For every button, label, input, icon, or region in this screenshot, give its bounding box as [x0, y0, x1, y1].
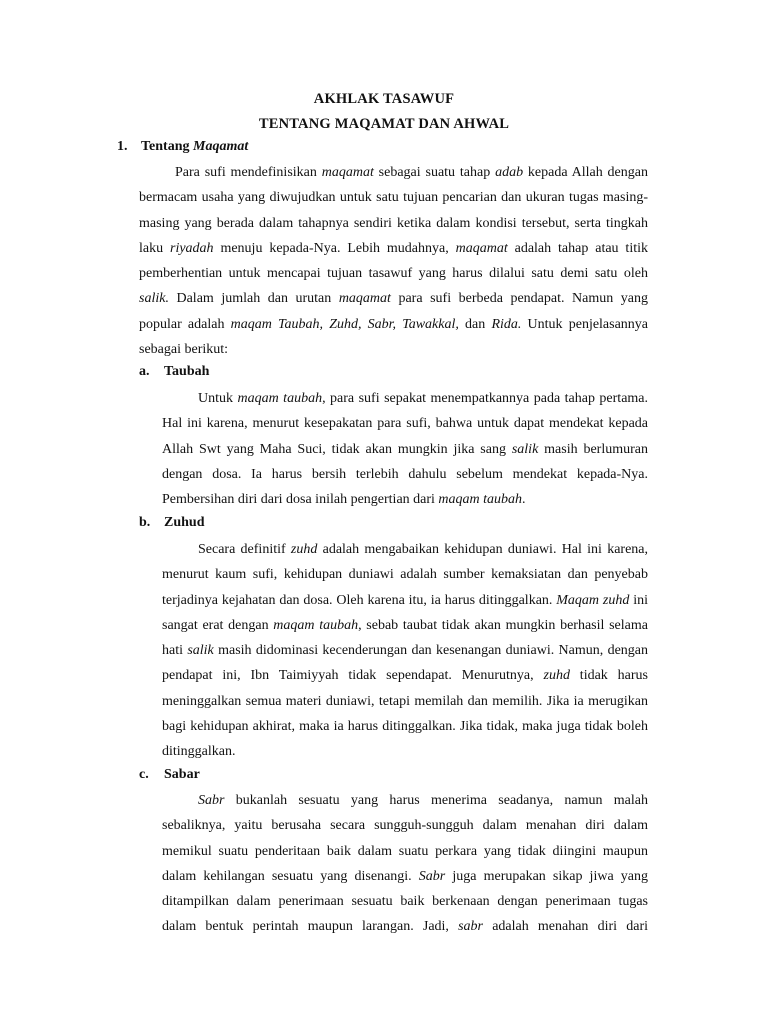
document-title: AKHLAK TASAWUF: [313, 91, 455, 107]
italic-term: maqamat: [321, 165, 374, 180]
italic-term: maqam taubah: [438, 492, 523, 508]
italic-term: maqamat: [338, 291, 391, 307]
document-subtitle: TENTANG MAQAMAT DAN AHWAL: [258, 116, 510, 132]
text-run: Para sufi mendefinisikan: [175, 165, 322, 180]
subsection-c-heading: [139, 765, 200, 785]
subsection-a-paragraph: [162, 386, 648, 512]
subsection-b-paragraph: [162, 537, 648, 765]
text-run: para sufi berbeda pendapat. Namun yang popular adalah: [139, 291, 648, 332]
text-run: masih didominasi kecenderungan dan kesenangan duniawi. Namun, dengan pendapat ini, Ibn Taimiyyah tidak sependapat. Menurutnya,: [162, 643, 649, 684]
text-run: adalah mengabaikan kehidupan duniawi. Hal ini karena, menurut kaum sufi, kehidupan duniawi adalah sumber kemaksiatan dan penyebab terjadinya kejahatan dan dosa. Oleh karena itu, ia harus ditinggalkan.: [162, 542, 648, 608]
italic-term: maqam Taubah, Zuhd, Sabr, Tawakkal,: [230, 316, 459, 332]
subsection-c-paragraph: [162, 788, 648, 940]
section-heading-term: Maqamat: [193, 139, 249, 154]
italic-term: salik: [187, 643, 214, 659]
text-run: menuju kepada-Nya. Lebih mudahnya,: [213, 240, 456, 256]
text-run: , para sufi sepakat menempatkannya pada tahap pertama. Hal ini karena, menurut kesepakatan para sufi, bahwa untuk dapat mendekat kepada Allah Swt yang Maha Suci, tidak akan mungkin jika sang: [162, 391, 649, 457]
text-run: Untuk: [198, 391, 238, 406]
italic-term: zuhd: [543, 668, 570, 684]
italic-term: Maqam zuhd: [556, 592, 630, 608]
text-run: masih berlumuran dengan dosa. Ia harus bersih terlebih dahulu sebelum mendekat kepada-Nya. Pembersihan diri dari dosa inilah pengertian dari: [162, 441, 648, 508]
subsection-title: Sabar: [164, 767, 200, 782]
text-run: tidak harus meninggalkan semua materi duniawi, tetapi memilah dan memilih. Jika ia merugikan bagi kehidupan akhirat, maka ia harus ditinggalkan. Jika tidak, maka juga tidak boleh ditinggalkan.: [162, 668, 648, 760]
text-run: sebagai suatu tahap: [373, 165, 496, 180]
text-run: dan: [458, 316, 492, 332]
text-run: kepada Allah dengan bermacam usaha yang diwujudkan untuk satu tujuan pencarian dan ukuran tugas masing-masing yang berada dalam tahapnya sendiri ketika dalam kondisi tersebut, serta tingkah laku: [139, 165, 648, 256]
title-block: [0, 87, 768, 137]
italic-term: adab: [495, 165, 524, 180]
subsection-letter: a.: [139, 364, 150, 379]
text-run: ini sangat erat dengan: [162, 592, 648, 633]
subsection-title: Zuhud: [164, 515, 205, 530]
italic-term: Rida.: [491, 316, 522, 332]
italic-term: salik: [511, 441, 539, 457]
italic-term: salik.: [139, 291, 169, 307]
section-1-paragraph: [139, 160, 648, 362]
italic-term: Sabr: [418, 868, 446, 884]
italic-term: Sabr: [198, 793, 225, 808]
text-run: .: [522, 492, 526, 508]
section-1-heading: [117, 137, 248, 157]
subsection-letter: c.: [139, 767, 149, 782]
italic-term: zuhd: [290, 542, 318, 557]
italic-term: riyadah: [170, 240, 214, 256]
italic-term: sabr: [458, 919, 484, 935]
text-run: Secara definitif: [198, 542, 291, 557]
subsection-title: Taubah: [164, 364, 210, 379]
text-run: adalah tahap atau titik pemberhentian untuk mencapai tujuan tasawuf yang harus dilalui satu demi satu oleh: [139, 240, 648, 282]
text-run: Untuk penjelasannya sebagai berikut:: [139, 316, 649, 358]
subsection-b-heading: [139, 513, 204, 533]
text-run: adalah menahan diri dari: [483, 919, 648, 935]
italic-term: maqam taubah: [237, 391, 323, 406]
section-number: 1.: [117, 139, 128, 154]
text-run: , sebab taubat tidak akan mungkin berhasil selama hati: [162, 617, 648, 659]
subsection-letter: b.: [139, 515, 151, 530]
section-heading-prefix: Tentang: [141, 139, 190, 154]
subsection-a-heading: [139, 362, 209, 382]
text-run: bukanlah sesuatu yang harus menerima seadanya, namun malah sebaliknya, yaitu berusaha secara sungguh-sungguh dalam menahan diri dalam memikul suatu penderitaan baik dalam suatu perkara yang tidak diingini maupun dalam kehilangan sesuatu yang disenangi.: [162, 793, 648, 884]
text-run: juga merupakan sikap jiwa yang ditampilkan dalam penerimaan sesuatu baik berkenaan dengan penerimaan tugas dalam bentuk perintah maupun larangan. Jadi,: [162, 868, 648, 935]
text-run: Dalam jumlah dan urutan: [168, 291, 339, 307]
italic-term: maqam taubah: [273, 617, 359, 633]
italic-term: maqamat: [455, 240, 508, 256]
